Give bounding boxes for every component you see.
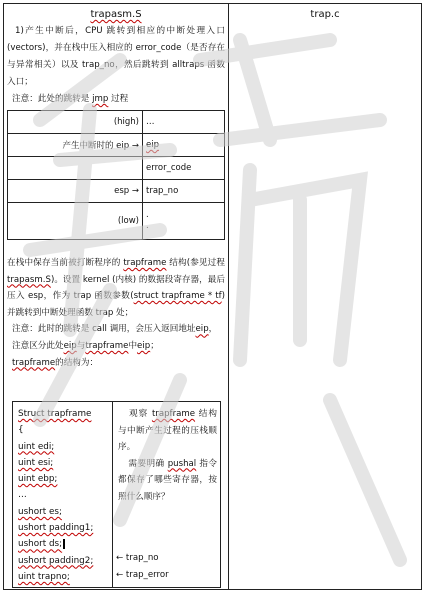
code-line: Struct trapframe xyxy=(18,409,92,419)
code-line: … xyxy=(18,490,27,501)
comparison-table xyxy=(3,3,422,590)
trapframe-box xyxy=(12,401,221,588)
stack-row: (low) . . xyxy=(8,203,225,240)
stack-row: error_code xyxy=(8,157,225,180)
trapframe-structure-label: trapframe的结构为： xyxy=(12,357,99,368)
code-line: { xyxy=(18,425,24,436)
trapasm-column xyxy=(4,4,229,589)
trapc-column xyxy=(229,4,421,589)
code-line: ushort ds; xyxy=(18,536,112,552)
struct-description xyxy=(113,402,220,587)
trap-error-arrow-label: ← trap_error xyxy=(116,570,169,580)
jmp-word: jmp xyxy=(92,94,109,104)
left-title-text: trapasm.S xyxy=(90,9,142,20)
code-line: uint edi; xyxy=(18,441,55,452)
intro-note: 注意：此处的跳转是 jmp 过程 xyxy=(12,94,129,104)
trapframe-paragraph: 在栈中保存当前被打断程序的 trapframe 结构(参见过程trapasm.S)。设置 kernel (内核) 的数据段寄存器，最后压入 esp，作为 trap 函数参数(struct trapframe * tf) 并跳转到中断处理函数 trap 处； xyxy=(7,258,226,318)
trap-no-arrow-label: ← trap_no xyxy=(116,553,159,563)
stack-row: (high) … xyxy=(8,111,225,134)
text-cursor xyxy=(63,539,65,549)
desc-paragraph-2: 需要明确 pushal 指令都保存了哪些寄存器，按照什么顺序？ xyxy=(118,458,217,502)
left-column-title xyxy=(4,9,228,23)
struct-code xyxy=(13,402,113,587)
code-line: ushort padding2; xyxy=(18,555,94,566)
desc-paragraph-1: 观察 trapframe 结构与中断产生过程的压栈顺序。 xyxy=(118,409,217,452)
code-line: uint esi; xyxy=(18,457,54,468)
code-line: ushort padding1; xyxy=(18,523,94,534)
call-note: 注意：此时的跳转是 call 调用，会压入返回地址eip，注意区分此处eip与trapframe中eip； xyxy=(12,324,218,351)
code-line: uint trapno; xyxy=(18,571,70,582)
stack-row: 产生中断时的 eip → eip xyxy=(8,134,225,157)
intro-text: 1)产生中断后，CPU 跳转到相应的中断处理入口(vectors)，并在栈中压入相应的 error_code（是否存在与异常相关）以及 trap_no，然后跳转到 alltraps 函数入口； xyxy=(7,26,225,87)
stack-table xyxy=(7,110,225,240)
code-line: uint ebp; xyxy=(18,474,58,485)
intro-paragraph xyxy=(4,23,228,91)
right-column-title: trap.c xyxy=(310,9,340,20)
code-line: ushort es; xyxy=(18,506,62,517)
stack-row: esp → trap_no xyxy=(8,180,225,203)
